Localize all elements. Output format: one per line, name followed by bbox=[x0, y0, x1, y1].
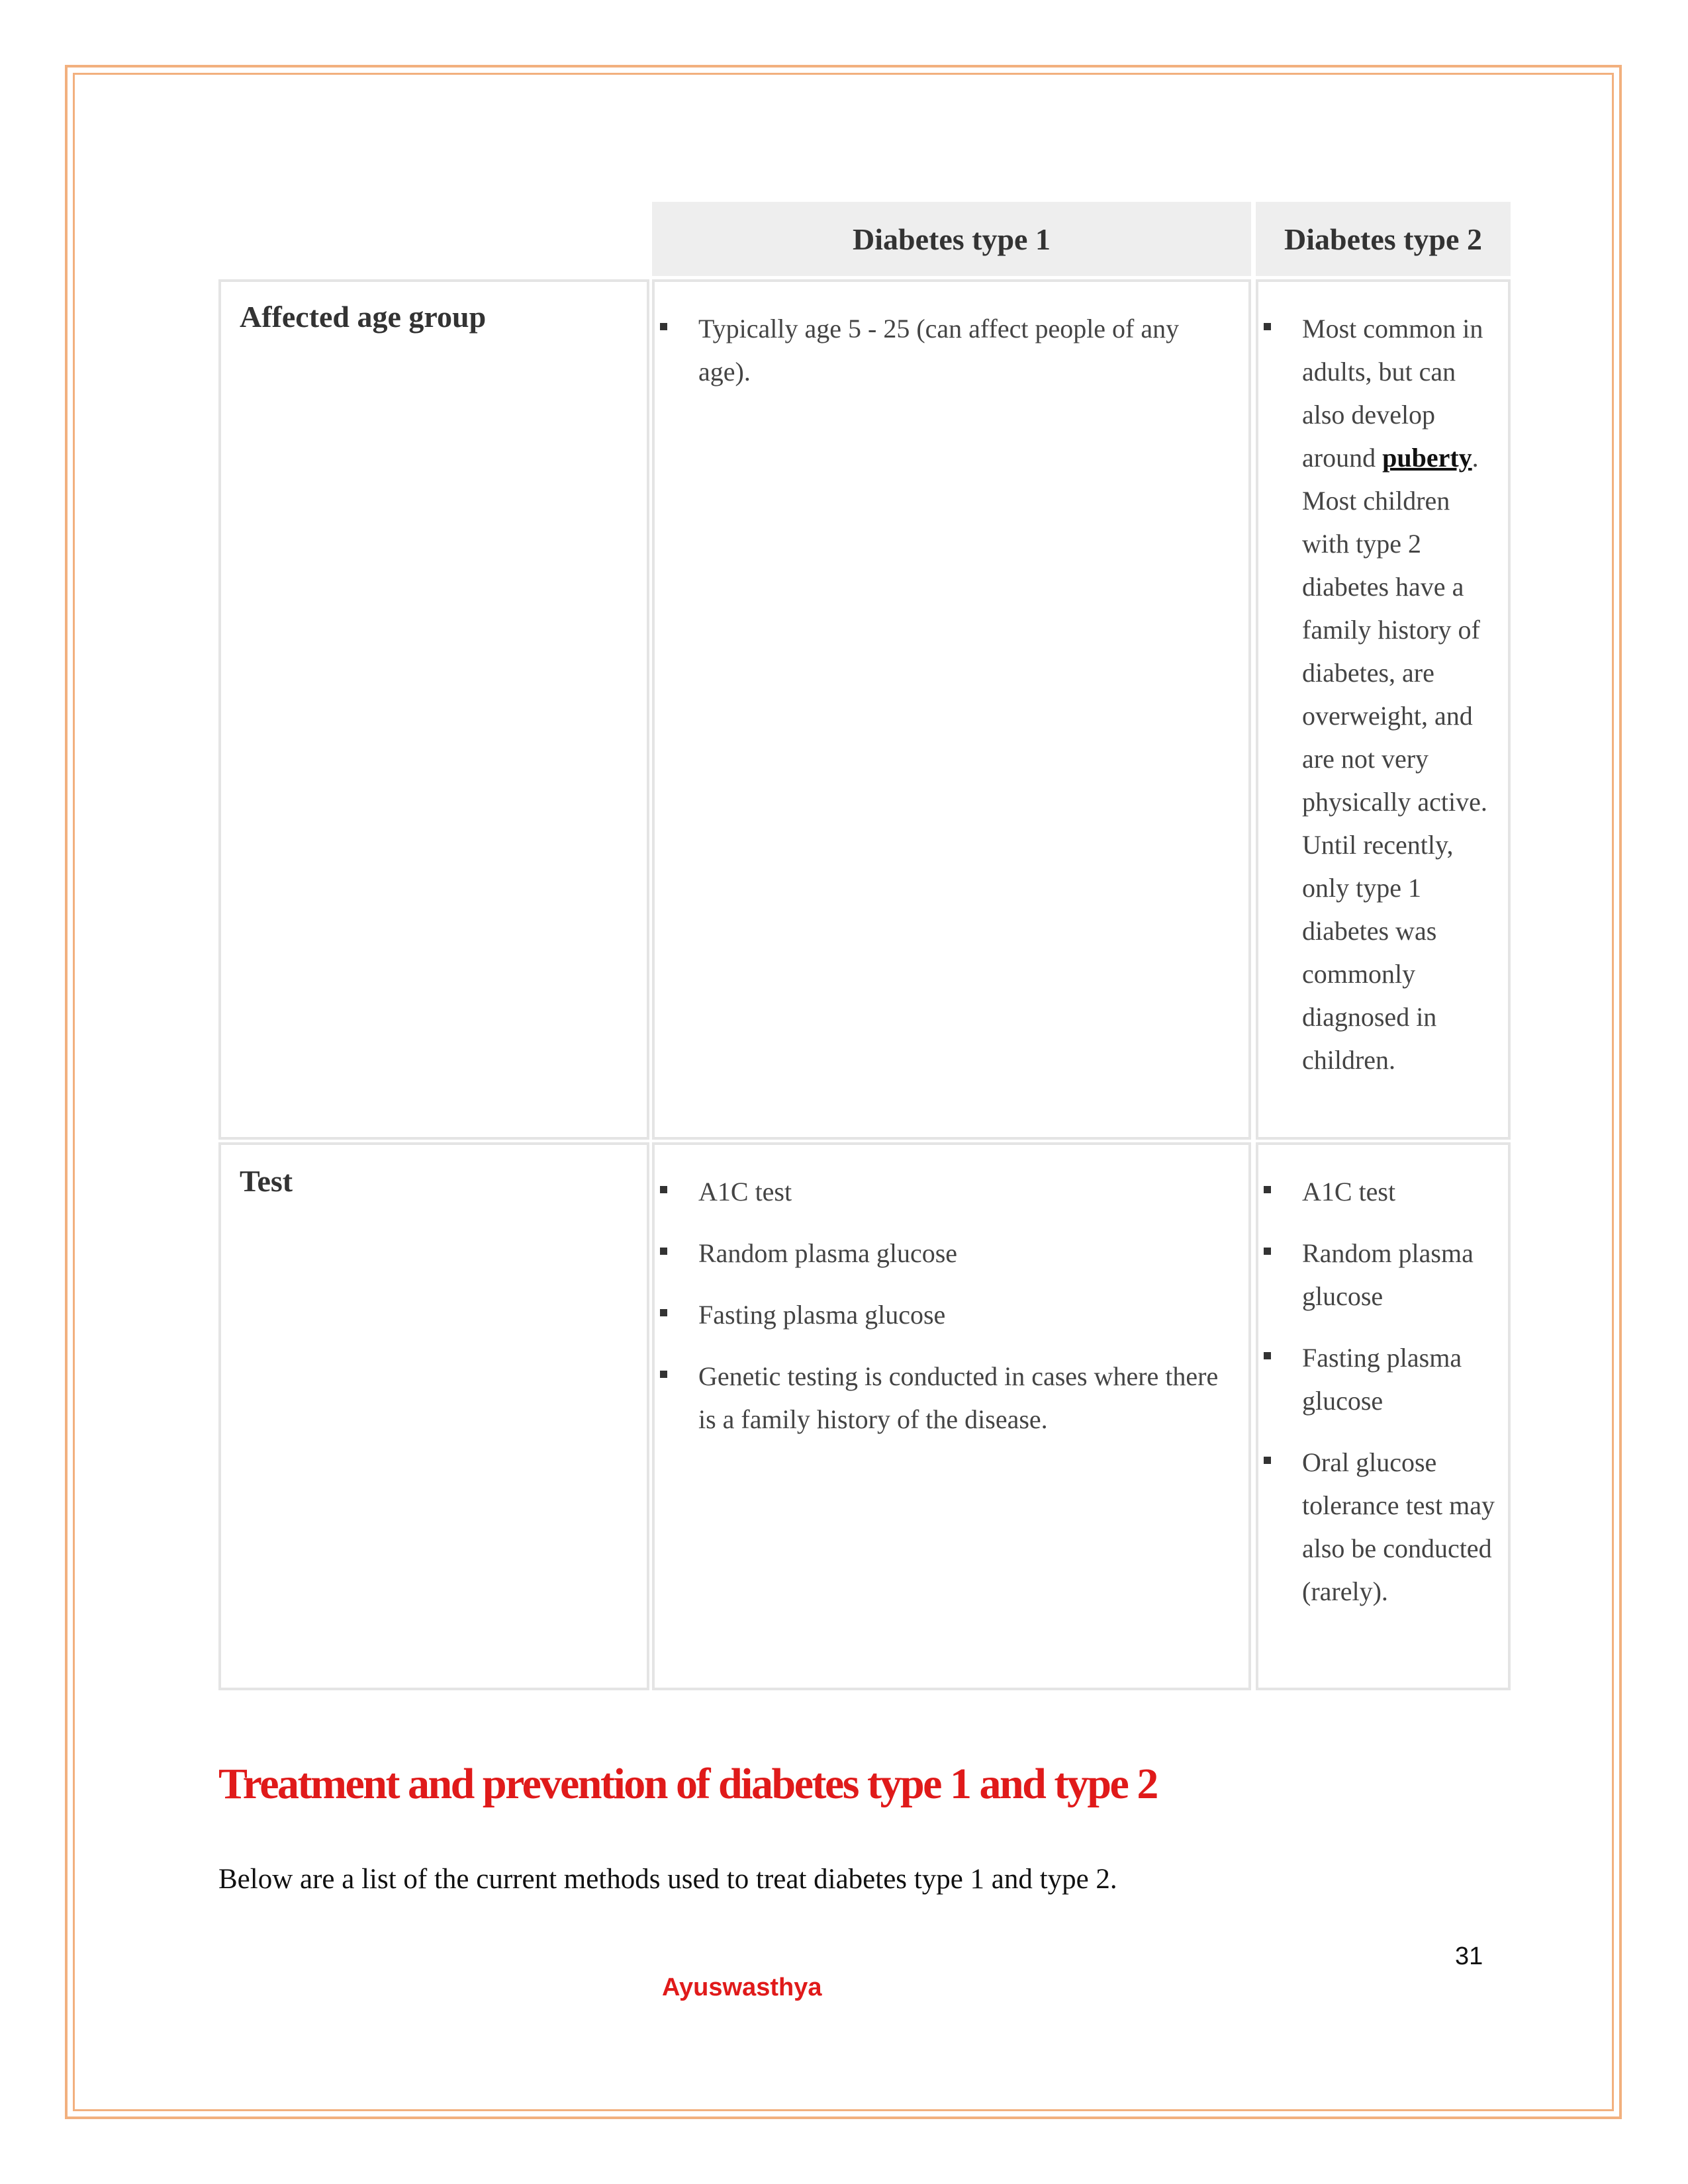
list-item bbox=[1256, 307, 1501, 1081]
header-type1 bbox=[652, 202, 1251, 276]
list-item bbox=[652, 1232, 1228, 1275]
row-test-label: Test bbox=[240, 1164, 293, 1198]
list-item-text: Oral glucose tolerance test may also be conducted (rarely). bbox=[1302, 1447, 1495, 1606]
page-number: 31 bbox=[1455, 1942, 1483, 1970]
header-type2-label: Diabetes type 2 bbox=[1284, 222, 1482, 256]
list-item bbox=[652, 1293, 1228, 1336]
list-item bbox=[1256, 1232, 1501, 1318]
bullet-icon bbox=[660, 323, 667, 330]
list-item-text: Random plasma glucose bbox=[1302, 1238, 1474, 1311]
list-item-text: Fasting plasma glucose bbox=[698, 1300, 946, 1330]
list-item bbox=[652, 1170, 1228, 1213]
row-age-label: Affected age group bbox=[240, 300, 487, 334]
list-item-text: A1C test bbox=[698, 1177, 792, 1206]
puberty-link[interactable]: puberty bbox=[1382, 443, 1472, 473]
bullet-icon bbox=[660, 1309, 667, 1316]
bullet-icon bbox=[660, 1371, 667, 1378]
row-test-type1-list bbox=[652, 1170, 1228, 1441]
list-item-text: Fasting plasma glucose bbox=[1302, 1343, 1462, 1416]
bullet-icon bbox=[660, 1186, 667, 1193]
bullet-icon bbox=[660, 1248, 667, 1255]
row-test-label-cell bbox=[218, 1142, 649, 1690]
list-item bbox=[1256, 1336, 1501, 1422]
intro-paragraph: Below are a list of the current methods used to treat diabetes type 1 and type 2. bbox=[218, 1864, 1117, 1895]
bullet-icon bbox=[1264, 1186, 1271, 1193]
list-item-text: Random plasma glucose bbox=[698, 1238, 958, 1268]
list-item-text: A1C test bbox=[1302, 1177, 1396, 1206]
list-item-text: Genetic testing is conducted in cases where there is a family history of the disease. bbox=[698, 1361, 1219, 1434]
section-heading: Treatment and prevention of diabetes type 1 and type 2 bbox=[218, 1760, 1157, 1808]
header-type1-label: Diabetes type 1 bbox=[853, 222, 1051, 256]
list-item-text: Typically age 5 - 25 (can affect people of any age). bbox=[698, 314, 1180, 387]
row-age-type2-list bbox=[1256, 307, 1501, 1081]
footer-brand: Ayuswasthya bbox=[662, 1974, 822, 2001]
list-item bbox=[1256, 1170, 1501, 1213]
bullet-icon bbox=[1264, 323, 1271, 330]
list-item bbox=[1256, 1441, 1501, 1613]
header-type2 bbox=[1256, 202, 1511, 276]
list-item bbox=[652, 1355, 1228, 1441]
list-item-text-after-link: . Most children with type 2 diabetes have a family history of diabetes, are overweight, and are not very physically active. Until recently, only type 1 diabetes was commonly diagnosed in children. bbox=[1302, 443, 1487, 1075]
bullet-icon bbox=[1264, 1457, 1271, 1464]
row-age-type1-list bbox=[652, 307, 1228, 393]
list-item-text-before-link: Most common in adults, but can also develop around bbox=[1302, 314, 1483, 473]
bullet-icon bbox=[1264, 1248, 1271, 1255]
row-age-type1-cell bbox=[652, 279, 1251, 1140]
list-item bbox=[652, 307, 1228, 393]
row-test-type2-list bbox=[1256, 1170, 1501, 1613]
row-age-label-cell bbox=[218, 279, 649, 1140]
bullet-icon bbox=[1264, 1352, 1271, 1359]
